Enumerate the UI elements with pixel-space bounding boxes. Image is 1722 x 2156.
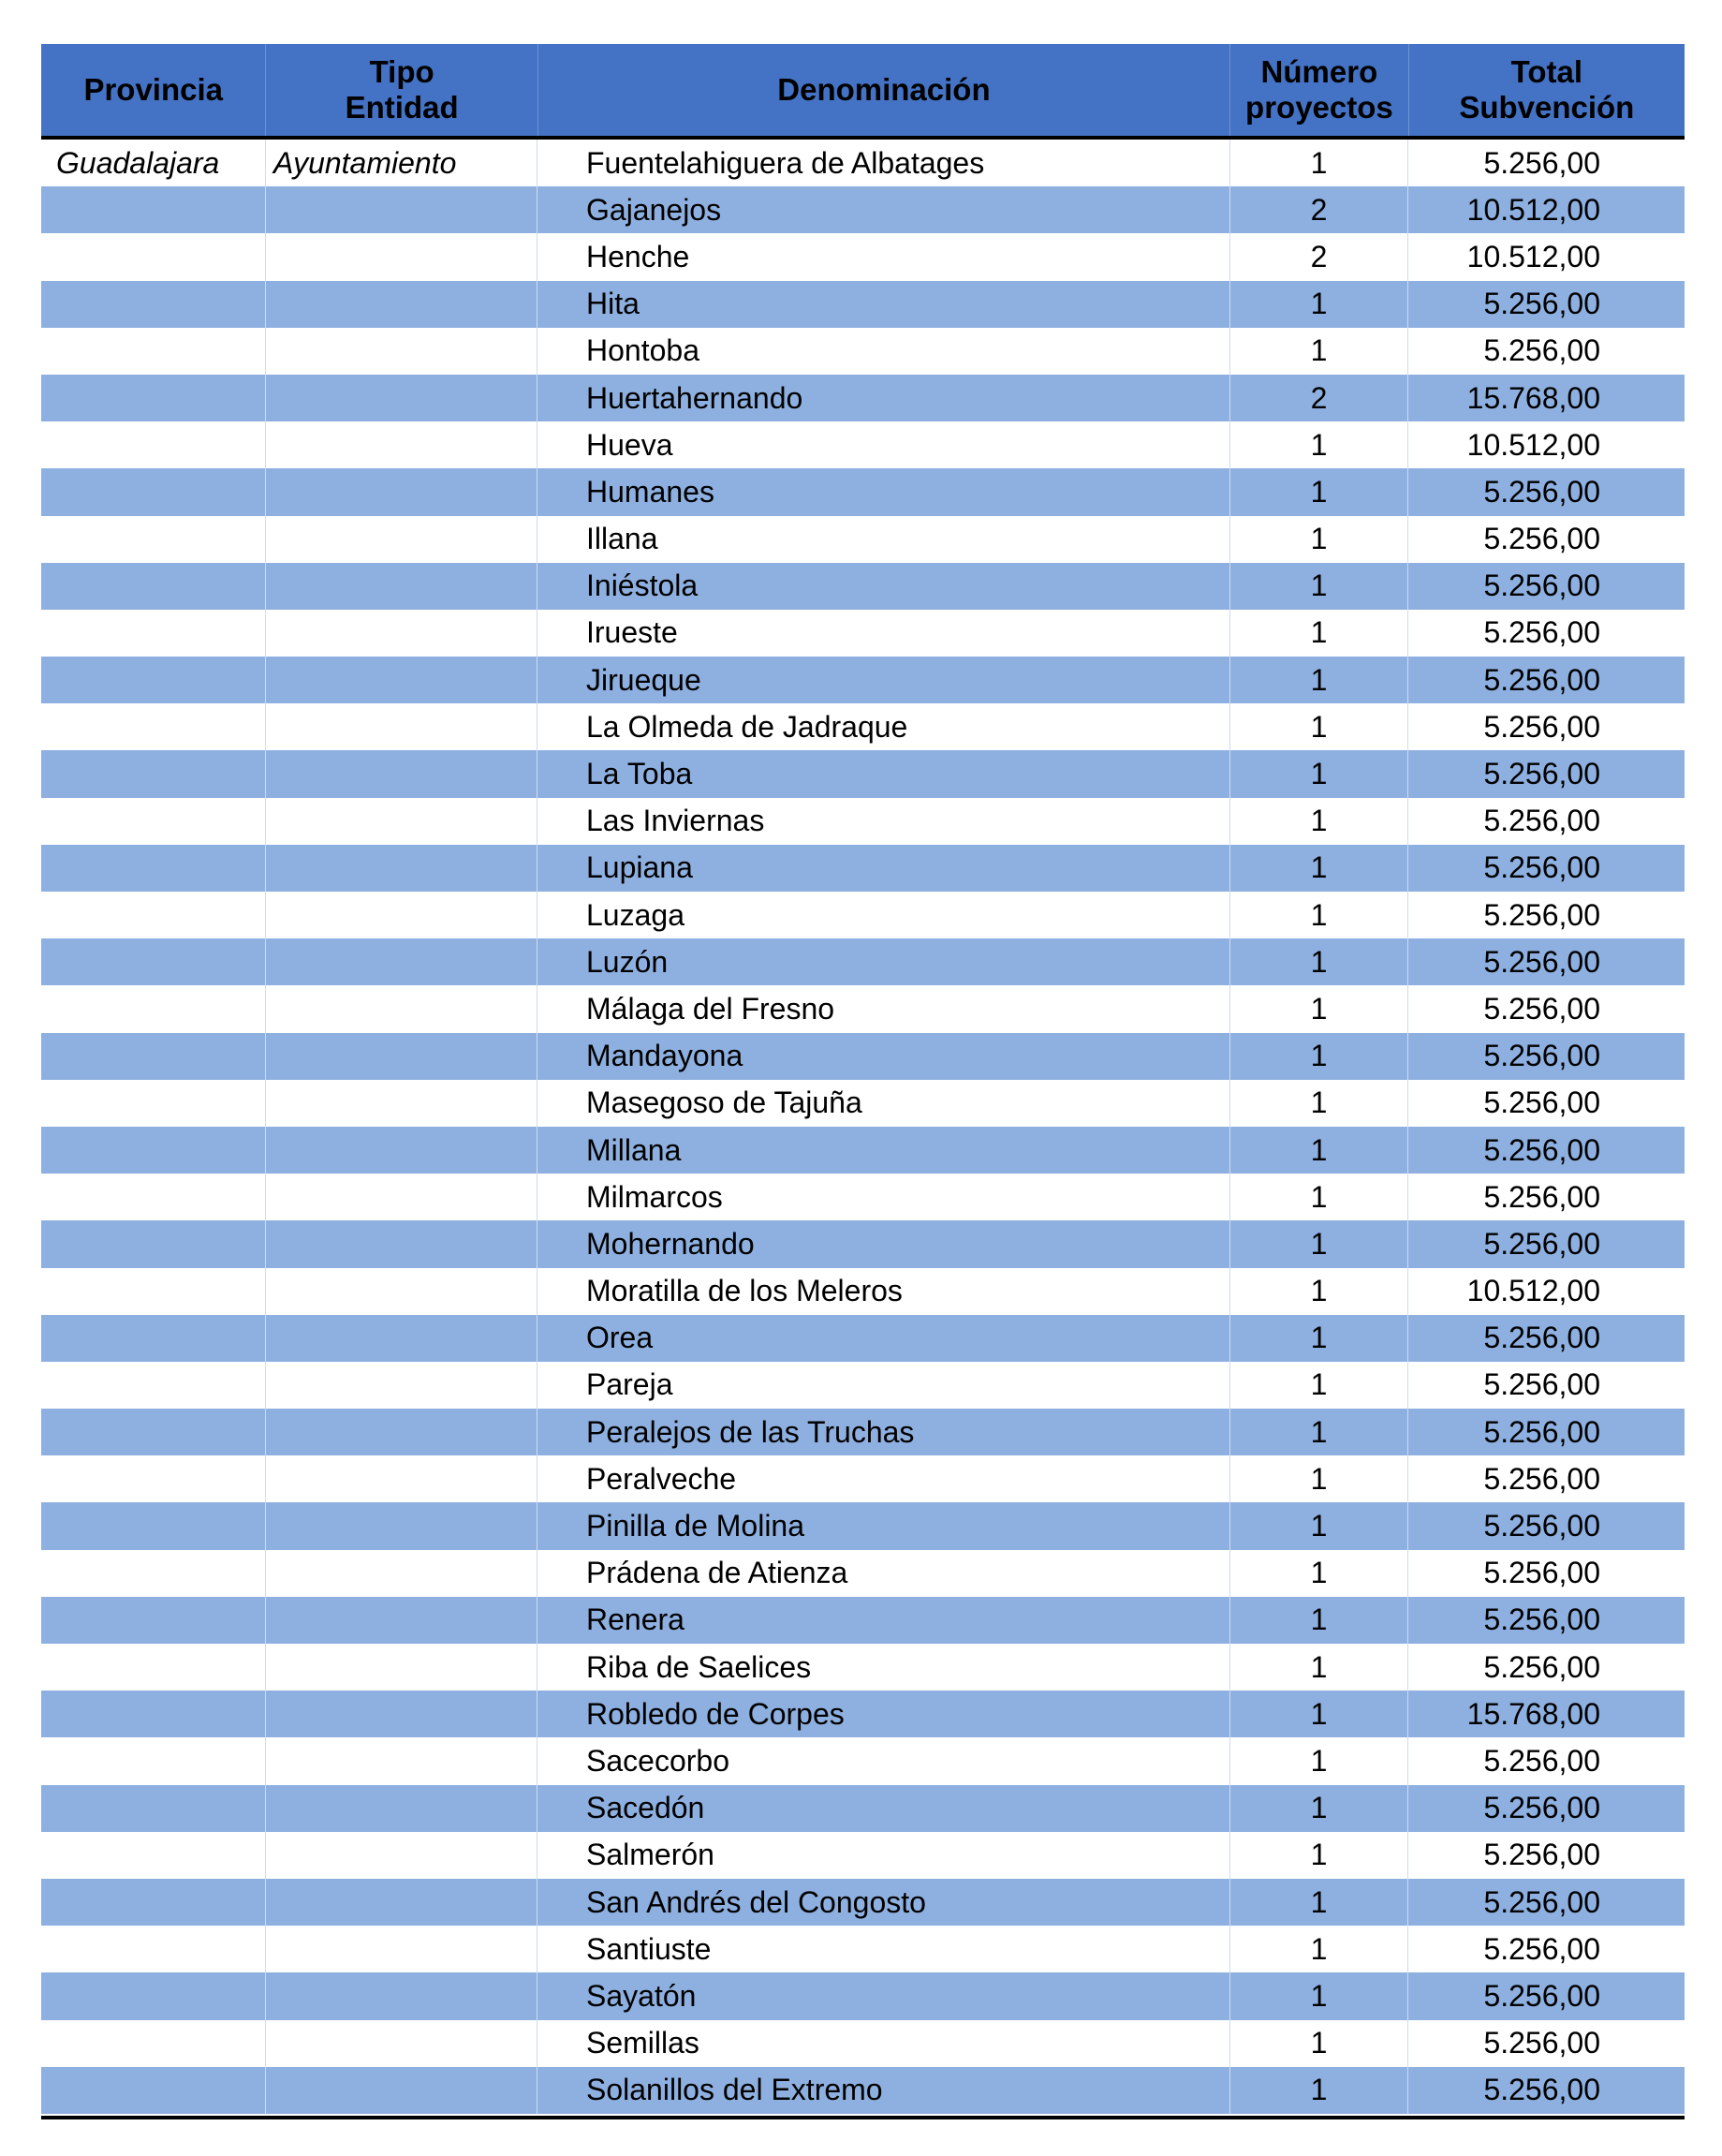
cell-provincia [41, 281, 266, 328]
cell-numero-proyectos: 1 [1230, 1502, 1408, 1549]
cell-numero-proyectos: 1 [1230, 1409, 1408, 1455]
cell-denominacion: La Olmeda de Jadraque [537, 703, 1230, 750]
cell-total-subvencion: 5.256,00 [1483, 145, 1600, 180]
cell-numero-proyectos: 1 [1230, 892, 1408, 938]
table-row [41, 1879, 1685, 1926]
cell-tipo-entidad [266, 798, 537, 845]
cell-total-subvencion: 5.256,00 [1483, 1556, 1600, 1590]
cell-tipo-entidad [266, 186, 537, 233]
cell-denominacion: Moratilla de los Meleros [537, 1268, 1230, 1315]
cell-numero-proyectos: 1 [1230, 2067, 1408, 2114]
cell-numero-proyectos: 1 [1230, 1926, 1408, 1972]
cell-total-subvencion: 5.256,00 [1483, 522, 1600, 556]
cell-numero-proyectos: 1 [1230, 1972, 1408, 2019]
table-row [41, 563, 1685, 610]
cell-provincia [41, 1832, 266, 1879]
cell-total-subvencion: 5.256,00 [1483, 944, 1600, 979]
cell-total-subvencion: 5.256,00 [1483, 1132, 1600, 1167]
cell-numero-proyectos: 1 [1230, 1832, 1408, 1879]
cell-total-subvencion: 15.768,00 [1466, 380, 1600, 415]
cell-denominacion: Orea [537, 1315, 1230, 1362]
cell-tipo-entidad [266, 2067, 537, 2114]
table-row [41, 186, 1685, 233]
cell-denominacion: Luzaga [537, 892, 1230, 938]
cell-tipo-entidad [266, 1033, 537, 1080]
table-row [41, 1832, 1685, 1879]
cell-numero-proyectos: 1 [1230, 610, 1408, 657]
cell-numero-proyectos: 1 [1230, 1737, 1408, 1784]
cell-tipo-entidad [266, 1879, 537, 1926]
cell-total-subvencion: 5.256,00 [1483, 1884, 1600, 1919]
cell-provincia [41, 938, 266, 985]
cell-numero-proyectos: 1 [1230, 1174, 1408, 1220]
table-bottom-rule [41, 2116, 1685, 2119]
table-row [41, 328, 1685, 375]
cell-denominacion: Sayatón [537, 1972, 1230, 2019]
cell-total-subvencion: 5.256,00 [1483, 1791, 1600, 1825]
table-row [41, 2067, 1685, 2114]
cell-numero-proyectos: 1 [1230, 1080, 1408, 1127]
cell-provincia [41, 1315, 266, 1362]
cell-numero-proyectos: 1 [1230, 281, 1408, 328]
cell-numero-proyectos: 1 [1230, 1691, 1408, 1737]
table-row [41, 657, 1685, 703]
table-body [41, 140, 1685, 2114]
cell-total-subvencion: 5.256,00 [1483, 1226, 1600, 1261]
cell-tipo-entidad [266, 281, 537, 328]
cell-numero-proyectos: 1 [1230, 1315, 1408, 1362]
cell-total-subvencion: 10.512,00 [1466, 239, 1600, 273]
cell-denominacion: Robledo de Corpes [537, 1691, 1230, 1737]
cell-provincia [41, 750, 266, 797]
cell-total-subvencion: 5.256,00 [1483, 1461, 1600, 1496]
cell-provincia [41, 1502, 266, 1549]
cell-denominacion: Mohernando [537, 1220, 1230, 1267]
cell-numero-proyectos: 1 [1230, 328, 1408, 375]
table-row [41, 421, 1685, 468]
cell-numero-proyectos: 1 [1230, 750, 1408, 797]
cell-total-subvencion: 5.256,00 [1483, 850, 1600, 885]
header-denominacion-label: Denominación [777, 72, 991, 107]
header-total-subvencion [1409, 44, 1685, 136]
table-row [41, 1315, 1685, 1362]
cell-numero-proyectos: 1 [1230, 421, 1408, 468]
cell-provincia [41, 1362, 266, 1409]
cell-numero-proyectos: 1 [1230, 1597, 1408, 1644]
cell-denominacion: Pareja [537, 1362, 1230, 1409]
table-row [41, 1737, 1685, 1784]
table-row [41, 938, 1685, 985]
cell-tipo-entidad [266, 938, 537, 985]
cell-total-subvencion: 5.256,00 [1483, 1321, 1600, 1355]
cell-denominacion: Illana [537, 516, 1230, 563]
cell-numero-proyectos: 1 [1230, 1268, 1408, 1315]
table-row [41, 1785, 1685, 1832]
cell-numero-proyectos: 1 [1230, 516, 1408, 563]
cell-provincia [41, 421, 266, 468]
header-tipo-line1: Tipo [369, 54, 434, 89]
header-provincia [41, 44, 266, 136]
cell-denominacion: Luzón [537, 938, 1230, 985]
cell-provincia [41, 845, 266, 892]
cell-provincia [41, 1174, 266, 1220]
table-row [41, 1972, 1685, 2019]
cell-denominacion: Lupiana [537, 845, 1230, 892]
table-row [41, 985, 1685, 1032]
table-row [41, 1409, 1685, 1455]
cell-tipo-entidad [266, 892, 537, 938]
cell-tipo-entidad [266, 328, 537, 375]
cell-numero-proyectos: 1 [1230, 1127, 1408, 1174]
header-tipo-entidad [266, 44, 537, 136]
cell-tipo-entidad [266, 750, 537, 797]
subsidy-table [41, 44, 1685, 2119]
cell-denominacion: Masegoso de Tajuña [537, 1080, 1230, 1127]
table-row [41, 1127, 1685, 1174]
cell-tipo-entidad [266, 1220, 537, 1267]
cell-tipo-entidad [266, 1502, 537, 1549]
table-row [41, 1080, 1685, 1127]
cell-tipo-entidad [266, 233, 537, 280]
table-row [41, 798, 1685, 845]
cell-denominacion: Sacecorbo [537, 1737, 1230, 1784]
cell-provincia [41, 1455, 266, 1502]
cell-denominacion: Riba de Saelices [537, 1644, 1230, 1691]
cell-provincia [41, 892, 266, 938]
cell-provincia [41, 233, 266, 280]
cell-total-subvencion: 5.256,00 [1483, 615, 1600, 650]
cell-provincia [41, 657, 266, 703]
cell-denominacion: Iniéstola [537, 563, 1230, 610]
cell-numero-proyectos: 1 [1230, 657, 1408, 703]
cell-denominacion: Semillas [537, 2020, 1230, 2067]
table-row [41, 750, 1685, 797]
cell-provincia [41, 1268, 266, 1315]
cell-provincia [41, 610, 266, 657]
cell-provincia [41, 2067, 266, 2114]
cell-tipo-entidad [266, 1597, 537, 1644]
cell-total-subvencion: 5.256,00 [1483, 2073, 1600, 2107]
cell-provincia [41, 1597, 266, 1644]
cell-provincia [41, 798, 266, 845]
cell-total-subvencion: 5.256,00 [1483, 1743, 1600, 1778]
cell-provincia [41, 1127, 266, 1174]
cell-denominacion: Salmerón [537, 1832, 1230, 1879]
cell-tipo-entidad [266, 610, 537, 657]
cell-total-subvencion: 5.256,00 [1483, 991, 1600, 1026]
table-row [41, 375, 1685, 421]
cell-total-subvencion: 5.256,00 [1483, 1179, 1600, 1214]
header-total-line1: Total [1510, 54, 1583, 89]
cell-total-subvencion: 5.256,00 [1483, 569, 1600, 603]
header-numero-proyectos [1230, 44, 1409, 136]
cell-provincia [41, 1737, 266, 1784]
cell-provincia [41, 1972, 266, 2019]
cell-total-subvencion: 5.256,00 [1483, 1931, 1600, 1966]
cell-provincia [41, 985, 266, 1032]
cell-total-subvencion: 15.768,00 [1466, 1696, 1600, 1731]
cell-tipo-entidad [266, 375, 537, 421]
cell-tipo-entidad [266, 1080, 537, 1127]
cell-denominacion: Mandayona [537, 1033, 1230, 1080]
cell-total-subvencion: 5.256,00 [1483, 1085, 1600, 1120]
cell-numero-proyectos: 1 [1230, 1879, 1408, 1926]
cell-denominacion: La Toba [537, 750, 1230, 797]
cell-tipo-entidad [266, 703, 537, 750]
cell-provincia [41, 516, 266, 563]
cell-tipo-entidad [266, 2020, 537, 2067]
cell-numero-proyectos: 1 [1230, 1785, 1408, 1832]
cell-numero-proyectos: 1 [1230, 845, 1408, 892]
table-row [41, 2020, 1685, 2067]
cell-total-subvencion: 5.256,00 [1483, 757, 1600, 791]
table-row [41, 1455, 1685, 1502]
table-row [41, 610, 1685, 657]
cell-provincia [41, 1879, 266, 1926]
cell-total-subvencion: 5.256,00 [1483, 897, 1600, 932]
cell-tipo-entidad [266, 1644, 537, 1691]
table-row [41, 1502, 1685, 1549]
table-row [41, 1691, 1685, 1737]
cell-provincia [41, 1409, 266, 1455]
cell-numero-proyectos: 1 [1230, 938, 1408, 985]
cell-provincia [41, 1220, 266, 1267]
cell-denominacion: San Andrés del Congosto [537, 1879, 1230, 1926]
cell-tipo-entidad [266, 1972, 537, 2019]
cell-total-subvencion: 5.256,00 [1483, 804, 1600, 838]
cell-total-subvencion: 5.256,00 [1483, 709, 1600, 744]
cell-denominacion: Henche [537, 233, 1230, 280]
cell-numero-proyectos: 1 [1230, 468, 1408, 515]
cell-denominacion: Huertahernando [537, 375, 1230, 421]
cell-numero-proyectos: 1 [1230, 563, 1408, 610]
header-numero-line1: Número [1260, 54, 1378, 89]
cell-tipo-entidad [266, 1455, 537, 1502]
table-row [41, 1597, 1685, 1644]
cell-denominacion: Pinilla de Molina [537, 1502, 1230, 1549]
cell-total-subvencion: 5.256,00 [1483, 1367, 1600, 1402]
cell-total-subvencion: 5.256,00 [1483, 287, 1600, 321]
cell-denominacion: Santiuste [537, 1926, 1230, 1972]
cell-denominacion: Jirueque [537, 657, 1230, 703]
table-row [41, 140, 1685, 186]
cell-provincia [41, 1926, 266, 1972]
table-row [41, 516, 1685, 563]
cell-numero-proyectos: 1 [1230, 1220, 1408, 1267]
table-row [41, 703, 1685, 750]
cell-total-subvencion: 5.256,00 [1483, 1649, 1600, 1684]
table-row [41, 1550, 1685, 1597]
cell-numero-proyectos: 1 [1230, 1455, 1408, 1502]
table-row [41, 1033, 1685, 1080]
cell-numero-proyectos: 1 [1230, 1033, 1408, 1080]
cell-provincia [41, 1080, 266, 1127]
cell-provincia [41, 186, 266, 233]
cell-denominacion: Renera [537, 1597, 1230, 1644]
cell-provincia [41, 563, 266, 610]
cell-tipo-entidad [266, 1127, 537, 1174]
cell-total-subvencion: 5.256,00 [1483, 1838, 1600, 1872]
cell-denominacion: Irueste [537, 610, 1230, 657]
cell-provincia [41, 328, 266, 375]
table-row [41, 1268, 1685, 1315]
cell-denominacion: Peralveche [537, 1455, 1230, 1502]
table-row [41, 1362, 1685, 1409]
cell-total-subvencion: 5.256,00 [1483, 1039, 1600, 1073]
cell-numero-proyectos: 1 [1230, 703, 1408, 750]
cell-tipo-entidad [266, 1409, 537, 1455]
cell-tipo-entidad: Ayuntamiento [266, 140, 537, 186]
table-row [41, 1644, 1685, 1691]
cell-tipo-entidad [266, 1174, 537, 1220]
cell-tipo-entidad [266, 1737, 537, 1784]
cell-total-subvencion: 5.256,00 [1483, 662, 1600, 697]
cell-provincia [41, 2020, 266, 2067]
table-row [41, 1220, 1685, 1267]
cell-tipo-entidad [266, 1268, 537, 1315]
cell-provincia: Guadalajara [41, 140, 266, 186]
cell-denominacion: Milmarcos [537, 1174, 1230, 1220]
cell-tipo-entidad [266, 657, 537, 703]
cell-denominacion: Humanes [537, 468, 1230, 515]
cell-tipo-entidad [266, 421, 537, 468]
cell-tipo-entidad [266, 563, 537, 610]
cell-denominacion: Hita [537, 281, 1230, 328]
cell-denominacion: Prádena de Atienza [537, 1550, 1230, 1597]
cell-numero-proyectos: 1 [1230, 2020, 1408, 2067]
cell-total-subvencion: 10.512,00 [1466, 192, 1600, 227]
cell-provincia [41, 1691, 266, 1737]
cell-denominacion: Fuentelahiguera de Albatages [537, 140, 1230, 186]
cell-tipo-entidad [266, 1550, 537, 1597]
cell-provincia [41, 1644, 266, 1691]
cell-provincia [41, 468, 266, 515]
table-row [41, 1174, 1685, 1220]
cell-total-subvencion: 5.256,00 [1483, 1602, 1600, 1637]
cell-numero-proyectos: 2 [1230, 375, 1408, 421]
cell-numero-proyectos: 1 [1230, 985, 1408, 1032]
table-row [41, 845, 1685, 892]
cell-denominacion: Peralejos de las Truchas [537, 1409, 1230, 1455]
cell-total-subvencion: 5.256,00 [1483, 1978, 1600, 2013]
cell-provincia [41, 1033, 266, 1080]
cell-tipo-entidad [266, 516, 537, 563]
cell-tipo-entidad [266, 845, 537, 892]
cell-provincia [41, 375, 266, 421]
cell-denominacion: Sacedón [537, 1785, 1230, 1832]
table-row [41, 281, 1685, 328]
header-numero-line2: proyectos [1245, 90, 1393, 125]
cell-provincia [41, 703, 266, 750]
cell-total-subvencion: 10.512,00 [1466, 427, 1600, 462]
cell-tipo-entidad [266, 468, 537, 515]
cell-tipo-entidad [266, 1832, 537, 1879]
cell-provincia [41, 1785, 266, 1832]
cell-numero-proyectos: 1 [1230, 140, 1408, 186]
cell-tipo-entidad [266, 1926, 537, 1972]
cell-numero-proyectos: 2 [1230, 233, 1408, 280]
table-row [41, 233, 1685, 280]
cell-tipo-entidad [266, 1315, 537, 1362]
header-denominacion [538, 44, 1230, 136]
header-total-line2: Subvención [1459, 90, 1635, 125]
cell-denominacion: Millana [537, 1127, 1230, 1174]
cell-tipo-entidad [266, 1785, 537, 1832]
cell-denominacion: Solanillos del Extremo [537, 2067, 1230, 2114]
cell-tipo-entidad [266, 1362, 537, 1409]
table-row [41, 468, 1685, 515]
cell-numero-proyectos: 1 [1230, 1644, 1408, 1691]
header-tipo-line2: Entidad [345, 90, 459, 125]
header-provincia-label: Provincia [83, 72, 224, 107]
cell-total-subvencion: 5.256,00 [1483, 1509, 1600, 1543]
cell-tipo-entidad [266, 985, 537, 1032]
cell-provincia [41, 1550, 266, 1597]
cell-denominacion: Las Inviernas [537, 798, 1230, 845]
cell-denominacion: Gajanejos [537, 186, 1230, 233]
cell-tipo-entidad [266, 1691, 537, 1737]
cell-numero-proyectos: 1 [1230, 1550, 1408, 1597]
cell-denominacion: Hontoba [537, 328, 1230, 375]
cell-total-subvencion: 10.512,00 [1466, 1274, 1600, 1308]
table-header [41, 44, 1685, 140]
cell-total-subvencion: 5.256,00 [1483, 1414, 1600, 1449]
cell-total-subvencion: 5.256,00 [1483, 2026, 1600, 2060]
cell-total-subvencion: 5.256,00 [1483, 333, 1600, 368]
table-row [41, 1926, 1685, 1972]
cell-numero-proyectos: 1 [1230, 798, 1408, 845]
cell-numero-proyectos: 2 [1230, 186, 1408, 233]
cell-denominacion: Málaga del Fresno [537, 985, 1230, 1032]
cell-denominacion: Hueva [537, 421, 1230, 468]
cell-numero-proyectos: 1 [1230, 1362, 1408, 1409]
cell-total-subvencion: 5.256,00 [1483, 474, 1600, 509]
table-row [41, 892, 1685, 938]
